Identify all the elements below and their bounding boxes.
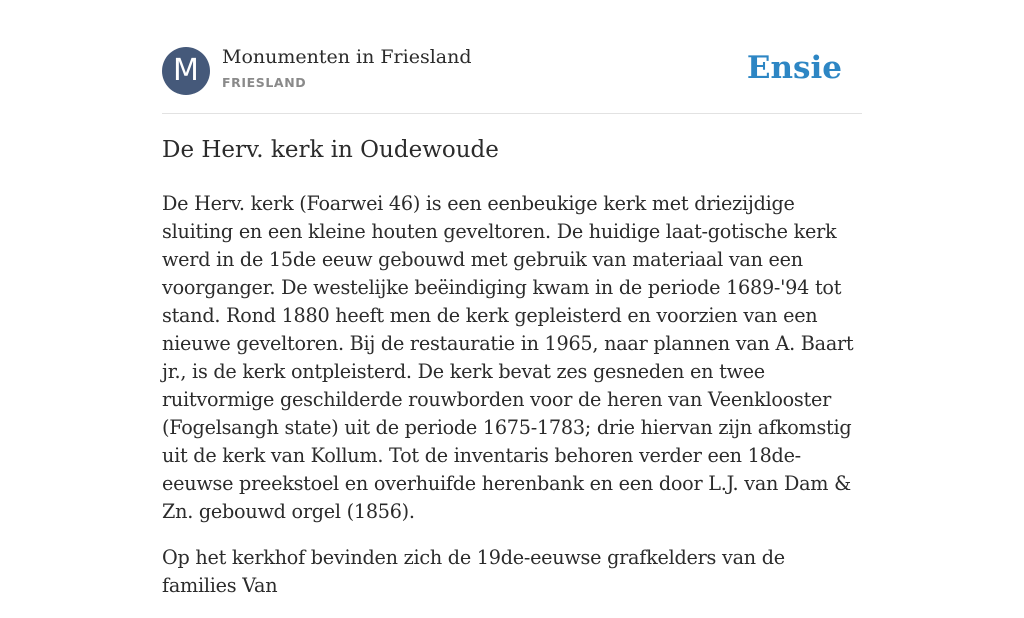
article-paragraph: Op het kerkhof bevinden zich de 19de-eeuwse grafkelders van de families Van xyxy=(162,546,785,597)
publisher-name-link[interactable]: Monumenten in Friesland xyxy=(222,46,472,68)
article-paragraph: De Herv. kerk (Foarwei 46) is een eenbeukige kerk met driezijdige sluiting en een kleine houten geveltoren. De huidige laat-gotische kerk werd in de 15de eeuw gebouwd met gebruik van materiaal van een voorganger. De westelijke beëindiging kwam in de periode 1689-'94 tot stand. Rond 1880 heeft men de kerk gepleisterd en voorzien van een nieuwe geveltoren. Bij de restauratie in 1965, naar plannen van A. Baart jr., is de kerk ontpleisterd. De kerk bevat zes gesneden en twee ruitvormige geschilderde rouwborden voor de heren van Veenklooster (Fogelsangh state) uit de periode 1675-1783; drie hiervan zijn afkomstig uit de kerk van Kollum. Tot de inventaris behoren verder een 18de-eeuwse preekstoel en overhuifde herenbank en een door L.J. van Dam & Zn. gebouwd orgel (1856). xyxy=(162,192,854,523)
avatar[interactable]: M xyxy=(162,47,210,95)
ensie-logo[interactable]: Ensie xyxy=(746,50,842,86)
header xyxy=(162,0,862,114)
publisher-subtitle: FRIESLAND xyxy=(222,75,307,90)
page-container xyxy=(162,0,862,597)
page-title: De Herv. kerk in Oudewoude xyxy=(162,137,499,163)
article-body xyxy=(162,190,862,618)
